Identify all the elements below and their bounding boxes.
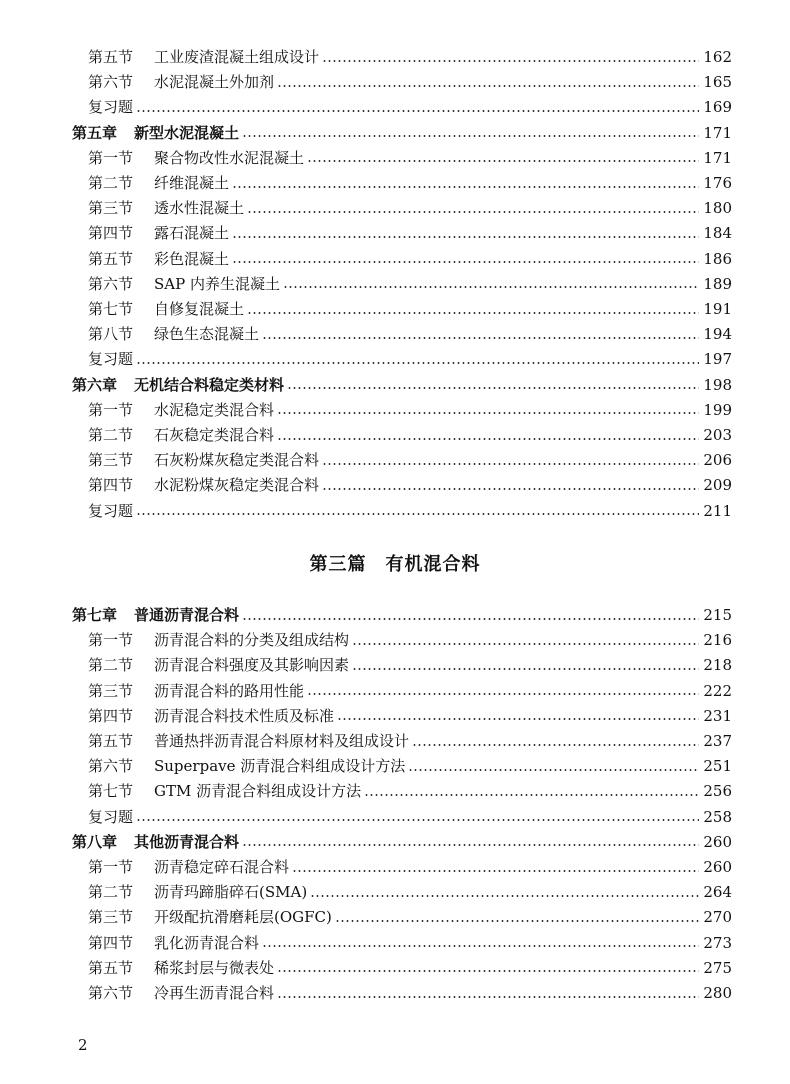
toc-entry-page: 203 xyxy=(703,426,732,444)
toc-review-row xyxy=(88,347,732,372)
toc-section-row xyxy=(88,70,732,95)
toc-entry-page: 260 xyxy=(703,832,732,851)
toc-entry-title: 无机结合料稳定类材料 xyxy=(134,375,285,394)
toc-section-row xyxy=(88,272,732,297)
dot-leader xyxy=(232,186,699,188)
toc-section-row xyxy=(88,779,732,804)
toc-entry-title: 绿色生态混凝土 xyxy=(154,325,260,344)
dot-leader xyxy=(242,135,699,137)
toc-section-row xyxy=(88,196,732,221)
dot-leader xyxy=(136,513,699,515)
toc-section-row xyxy=(88,905,732,930)
toc-section-row xyxy=(88,297,732,322)
toc-entry-number: 第一节 xyxy=(88,631,134,650)
toc-entry-number: 第八节 xyxy=(88,325,134,344)
toc-entry-page: 184 xyxy=(703,224,732,243)
toc-entry-number: 第三节 xyxy=(88,199,134,218)
dot-leader xyxy=(262,945,699,947)
toc-review-row xyxy=(88,499,732,524)
toc-entry-title: 稀浆封层与微表处 xyxy=(154,958,275,977)
toc-entry-title: 水泥粉煤灰稳定类混合料 xyxy=(154,476,320,495)
toc-entry-number: 第一节 xyxy=(88,400,134,419)
toc-chapter-row xyxy=(72,121,732,146)
toc-entry-title: 沥青玛蹄脂碎石(SMA) xyxy=(154,883,308,902)
toc-section-row xyxy=(88,171,732,196)
toc-section-row xyxy=(88,880,732,905)
toc-entry-title: 沥青混合料强度及其影响因素 xyxy=(154,656,350,675)
toc-entry-page: 186 xyxy=(703,249,732,268)
dot-leader xyxy=(335,920,699,922)
toc-review-row xyxy=(88,805,732,830)
toc-entry-title: 自修复混凝土 xyxy=(154,300,245,318)
toc-entry-number: 第五节 xyxy=(88,958,134,977)
toc-section-row xyxy=(88,221,732,246)
toc-entry-page: 237 xyxy=(703,732,732,750)
toc-entry-title: 新型水泥混凝土 xyxy=(134,123,240,142)
dot-leader xyxy=(322,488,699,490)
dot-leader xyxy=(412,744,699,746)
toc-entry-number: 第六节 xyxy=(88,757,134,776)
toc-entry-page: 222 xyxy=(703,681,732,700)
toc-entry-number: 第四节 xyxy=(88,706,134,725)
toc-entry-page: 270 xyxy=(703,908,732,927)
toc-entry-number: 第三节 xyxy=(88,451,134,470)
dot-leader xyxy=(277,996,699,998)
toc-entry-page: 197 xyxy=(703,350,732,369)
toc-entry-title: 冷再生沥青混合料 xyxy=(154,984,275,1002)
toc-chapter-row xyxy=(72,373,732,398)
toc-entry-title: 水泥稳定类混合料 xyxy=(154,400,275,419)
dot-leader xyxy=(262,337,699,339)
toc-entry-page: 206 xyxy=(703,451,732,470)
toc-entry-page: 165 xyxy=(703,73,732,92)
toc-entry-title: 复习题 xyxy=(88,98,134,117)
toc-entry-page: 273 xyxy=(703,933,732,952)
toc-section-row xyxy=(88,754,732,779)
toc-chapter-row xyxy=(72,603,732,628)
toc-entry-page: 251 xyxy=(703,757,732,776)
toc-entry-title: 复习题 xyxy=(88,501,134,520)
toc-entry-number: 第七节 xyxy=(88,782,134,801)
toc-section-row xyxy=(88,679,732,704)
toc-entry-title: 普通沥青混合料 xyxy=(134,606,240,624)
toc-entry-page: 189 xyxy=(703,274,732,293)
toc-entry-page: 215 xyxy=(703,606,732,624)
toc-entry-number: 第二节 xyxy=(88,656,134,675)
toc-entry-page: 218 xyxy=(703,656,732,675)
dot-leader xyxy=(232,261,699,263)
toc-section-row xyxy=(88,448,732,473)
toc-section-row xyxy=(88,45,732,70)
toc-entry-page: 171 xyxy=(703,148,732,167)
toc-entry-title: 彩色混凝土 xyxy=(154,249,230,268)
toc-entry-page: 162 xyxy=(703,48,732,66)
toc-entry-page: 199 xyxy=(703,400,732,419)
toc-entry-number: 第五节 xyxy=(88,48,134,66)
dot-leader xyxy=(136,362,699,364)
dot-leader xyxy=(277,970,699,972)
toc-entry-title: 水泥混凝土外加剂 xyxy=(154,73,275,92)
toc-entry-title: 沥青稳定碎石混合料 xyxy=(154,858,290,876)
toc-entry-title: Superpave 沥青混合料组成设计方法 xyxy=(154,757,406,776)
toc-entry-page: 171 xyxy=(703,123,732,142)
toc-entry-title: 沥青混合料的分类及组成结构 xyxy=(154,631,350,650)
dot-leader xyxy=(352,668,699,670)
dot-leader xyxy=(322,60,699,62)
dot-leader xyxy=(136,819,699,821)
toc-section-row xyxy=(88,981,732,1006)
toc-entry-page: 169 xyxy=(703,98,732,117)
toc-entry-title: 开级配抗滑磨耗层(OGFC) xyxy=(154,908,332,927)
dot-leader xyxy=(283,286,699,288)
dot-leader xyxy=(307,160,699,162)
dot-leader xyxy=(232,236,699,238)
toc-entry-number: 第四节 xyxy=(88,224,134,243)
toc-entry-title: 乳化沥青混合料 xyxy=(154,933,260,952)
toc-entry-title: 普通热拌沥青混合料原材料及组成设计 xyxy=(154,732,410,750)
toc-section-row xyxy=(88,704,732,729)
toc-section-row xyxy=(88,146,732,171)
toc-section-row xyxy=(88,956,732,981)
toc-entry-number: 第二节 xyxy=(88,174,134,192)
toc-chapter-row xyxy=(72,830,732,855)
dot-leader xyxy=(277,412,699,414)
toc-entry-title: SAP 内养生混凝土 xyxy=(154,274,280,293)
dot-leader xyxy=(277,85,699,87)
toc-entry-number: 第三节 xyxy=(88,908,134,927)
toc-entry-page: 258 xyxy=(703,807,732,826)
toc-entry-number: 第三节 xyxy=(88,681,134,700)
toc-entry-number: 第七节 xyxy=(88,300,134,318)
page-number: 2 xyxy=(78,1036,88,1054)
toc-entry-number: 第二节 xyxy=(88,883,134,902)
toc-entry-number: 第四节 xyxy=(88,933,134,952)
toc-section-row xyxy=(88,653,732,678)
dot-leader xyxy=(352,643,699,645)
toc-entry-title: 透水性混凝土 xyxy=(154,199,245,218)
toc-entry-page: 211 xyxy=(703,501,732,520)
toc-entry-page: 209 xyxy=(703,476,732,495)
toc-entry-page: 191 xyxy=(703,300,732,318)
toc-entry-title: 聚合物改性水泥混凝土 xyxy=(154,148,305,167)
toc-entry-page: 264 xyxy=(703,883,732,902)
dot-leader xyxy=(292,870,699,872)
toc-entry-page: 180 xyxy=(703,199,732,218)
toc-entry-title: 露石混凝土 xyxy=(154,224,230,243)
toc-entry-title: 复习题 xyxy=(88,807,134,826)
toc-entry-page: 260 xyxy=(703,858,732,876)
toc-entry-title: 石灰粉煤灰稳定类混合料 xyxy=(154,451,320,470)
dot-leader xyxy=(277,438,699,440)
toc-entry-title: 沥青混合料技术性质及标准 xyxy=(154,706,335,725)
toc-section-row xyxy=(88,322,732,347)
toc-entry-page: 194 xyxy=(703,325,732,344)
toc-entry-page: 231 xyxy=(703,706,732,725)
toc-entry-number: 第七章 xyxy=(72,606,118,624)
toc-entry-number: 第五节 xyxy=(88,249,134,268)
toc-entry-title: 复习题 xyxy=(88,350,134,369)
toc-entry-number: 第一节 xyxy=(88,148,134,167)
toc-entry-title: 其他沥青混合料 xyxy=(134,832,240,851)
dot-leader xyxy=(322,463,699,465)
toc-entry-page: 275 xyxy=(703,958,732,977)
dot-leader xyxy=(364,794,699,796)
toc-entry-number: 第六节 xyxy=(88,274,134,293)
toc-section-row xyxy=(88,931,732,956)
toc-section-row xyxy=(88,423,732,448)
toc-entry-page: 256 xyxy=(703,782,732,801)
toc-entry-title: 石灰稳定类混合料 xyxy=(154,426,275,444)
toc-entry-page: 280 xyxy=(703,984,732,1002)
toc-section-row xyxy=(88,398,732,423)
toc-entry-number: 第四节 xyxy=(88,476,134,495)
part-title: 第三篇 有机混合料 xyxy=(309,554,481,575)
dot-leader xyxy=(337,718,699,720)
toc-entry-number: 第六节 xyxy=(88,73,134,92)
toc-entry-number: 第六章 xyxy=(72,375,118,394)
dot-leader xyxy=(247,211,699,213)
dot-leader xyxy=(307,693,699,695)
dot-leader xyxy=(242,618,699,620)
toc-entry-page: 198 xyxy=(703,375,732,394)
toc-entry-number: 第一节 xyxy=(88,858,134,876)
toc-entry-title: 沥青混合料的路用性能 xyxy=(154,681,305,700)
toc-entry-number: 第六节 xyxy=(88,984,134,1002)
toc-section-row xyxy=(88,628,732,653)
dot-leader xyxy=(287,387,699,389)
toc-entry-number: 第五章 xyxy=(72,123,118,142)
toc-review-row xyxy=(88,95,732,120)
dot-leader xyxy=(242,844,699,846)
toc-entry-number: 第八章 xyxy=(72,832,118,851)
toc-entry-title: GTM 沥青混合料组成设计方法 xyxy=(154,782,362,801)
dot-leader xyxy=(408,769,699,771)
toc-entry-page: 176 xyxy=(703,174,732,192)
toc-entry-number: 第五节 xyxy=(88,732,134,750)
toc-section-row xyxy=(88,855,732,880)
toc-entry-number: 第二节 xyxy=(88,426,134,444)
toc-section-row xyxy=(88,729,732,754)
dot-leader xyxy=(247,312,699,314)
toc-section-row xyxy=(88,247,732,272)
dot-leader xyxy=(310,895,699,897)
dot-leader xyxy=(136,110,699,112)
toc-entry-title: 工业废渣混凝土组成设计 xyxy=(154,48,320,66)
toc-entry-title: 纤维混凝土 xyxy=(154,174,230,192)
toc-section-row xyxy=(88,473,732,498)
toc-entry-page: 216 xyxy=(703,631,732,650)
